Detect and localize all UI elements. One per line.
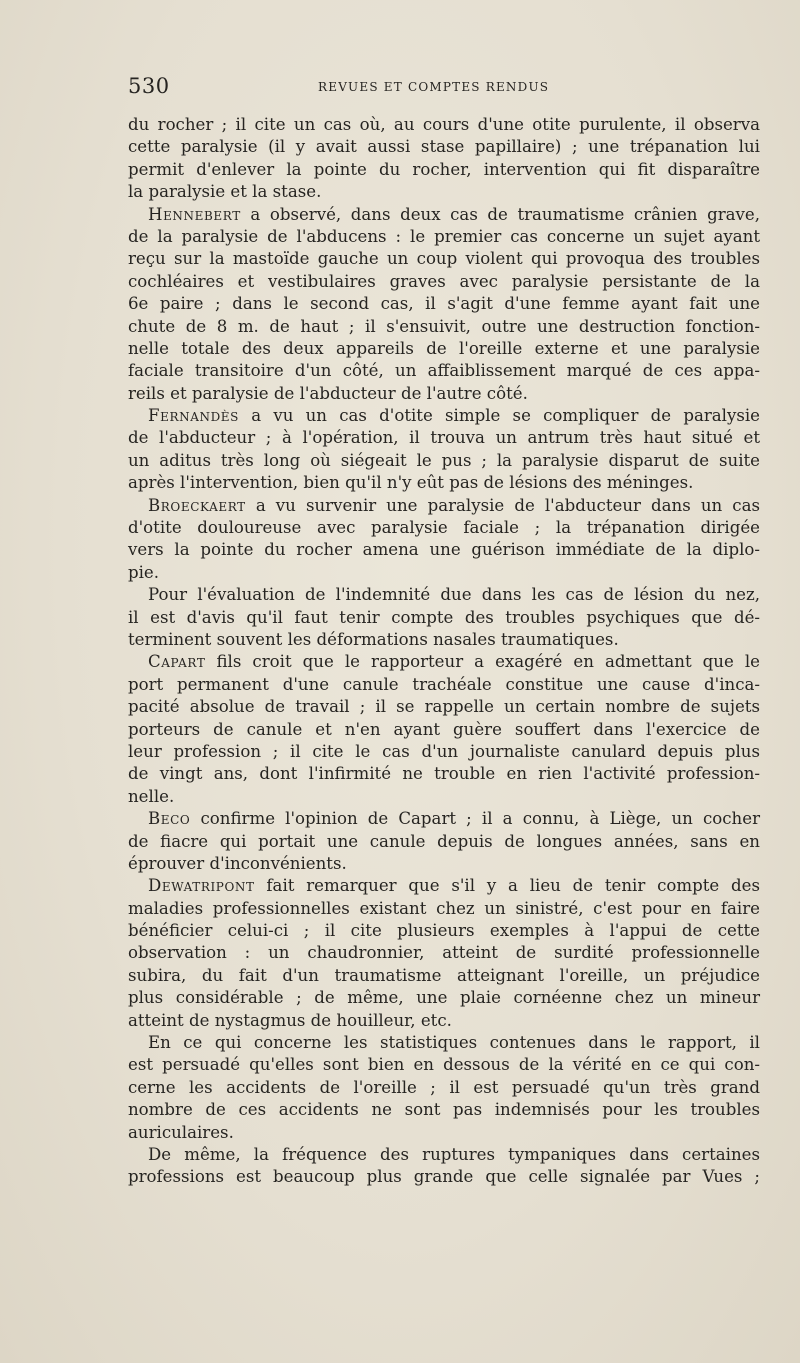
author-name: Dewatripont	[148, 876, 255, 896]
text-line	[128, 719, 760, 741]
text-line	[128, 316, 760, 338]
text-line	[128, 1077, 760, 1099]
line-text: pacité absolue de travail ; il se rappelle un certain nombre de sujets	[128, 697, 760, 717]
author-name: Hennebert	[148, 204, 241, 224]
line-text: chute de 8 m. de haut ; il s'ensuivit, outre une destruction fonction-	[128, 316, 760, 336]
line-text: est persuadé qu'elles sont bien en dessous de la vérité en ce qui con-	[128, 1055, 760, 1075]
line-text: terminent souvent les déformations nasales traumatiques.	[128, 629, 619, 649]
author-name: Capart	[148, 652, 206, 672]
line-text: éprouver d'inconvénients.	[128, 853, 347, 873]
text-line	[128, 517, 760, 539]
text-line	[128, 360, 760, 382]
line-text: bénéficier celui-ci ; il cite plusieurs exemples à l'appui de cette	[128, 921, 760, 941]
text-line	[128, 114, 760, 136]
line-text: de l'abducteur ; à l'opération, il trouva un antrum très haut situé et	[128, 428, 760, 448]
text-line	[128, 1144, 760, 1166]
line-text: reils et paralysie de l'abducteur de l'autre côté.	[128, 383, 528, 403]
line-text: fils croit que le rapporteur a exagéré en admettant que le	[205, 652, 760, 672]
text-line	[128, 293, 760, 315]
line-text: porteurs de canule et n'en ayant guère souffert dans l'exercice de	[128, 719, 760, 739]
author-name: Broeckaert	[148, 495, 246, 515]
line-text: leur profession ; il cite le cas d'un journaliste canulard depuis plus	[128, 741, 760, 761]
line-text: permit d'enlever la pointe du rocher, intervention qui fit disparaître	[128, 159, 760, 179]
text-line	[128, 204, 760, 226]
line-text: fait remarquer que s'il y a lieu de tenir compte des	[254, 876, 760, 896]
text-line	[128, 831, 760, 853]
text-line	[128, 338, 760, 360]
line-text: de fiacre qui portait une canule depuis de longues années, sans en	[128, 831, 760, 851]
line-text: faciale transitoire d'un côté, un affaiblissement marqué de ces appa-	[128, 361, 760, 381]
text-line	[128, 271, 760, 293]
text-line	[128, 1122, 760, 1144]
text-line	[128, 853, 760, 875]
line-text: cette paralysie (il y avait aussi stase papillaire) ; une trépanation lui	[128, 137, 760, 157]
page-header	[128, 74, 760, 102]
line-text: 6e paire ; dans le second cas, il s'agit d'une femme ayant fait une	[128, 294, 760, 314]
line-text: après l'intervention, bien qu'il n'y eût pas de lésions des méninges.	[128, 473, 694, 493]
author-name: Beco	[148, 809, 191, 829]
line-text: De même, la fréquence des ruptures tympaniques dans certaines	[148, 1144, 760, 1164]
text-line	[128, 696, 760, 718]
line-text: observation : un chaudronnier, atteint de surdité professionnelle	[128, 943, 760, 963]
text-line	[128, 427, 760, 449]
text-line	[128, 1099, 760, 1121]
text-line	[128, 607, 760, 629]
line-text: nelle totale des deux appareils de l'oreille externe et une paralysie	[128, 338, 760, 358]
text-line	[128, 248, 760, 270]
text-line	[128, 629, 760, 651]
text-line	[128, 1166, 760, 1188]
text-line	[128, 898, 760, 920]
text-line	[128, 808, 760, 830]
text-line	[128, 539, 760, 561]
line-text: de vingt ans, dont l'infirmité ne trouble en rien l'activité profession-	[128, 764, 760, 784]
line-text: il est d'avis qu'il faut tenir compte des troubles psychiques que dé-	[128, 607, 760, 627]
line-text: du rocher ; il cite un cas où, au cours d'une otite purulente, il observa	[128, 115, 760, 134]
line-text: atteint de nystagmus de houilleur, etc.	[128, 1010, 452, 1030]
text-line	[128, 181, 760, 203]
text-line	[128, 920, 760, 942]
line-text: plus considérable ; de même, une plaie cornéenne chez un mineur	[128, 988, 760, 1008]
line-text: vers la pointe du rocher amena une guérison immédiate de la diplo-	[128, 540, 760, 560]
text-line	[128, 136, 760, 158]
text-line	[128, 763, 760, 785]
line-text: professions est beaucoup plus grande que celle signalée par Vues ;	[128, 1167, 760, 1187]
text-line	[128, 495, 760, 517]
line-text: de la paralysie de l'abducens : le premier cas concerne un sujet ayant	[128, 226, 760, 246]
text-line	[128, 674, 760, 696]
line-text: un aditus très long où siégeait le pus ; la paralysie disparut de suite	[128, 450, 760, 470]
line-text: Pour l'évaluation de l'indemnité due dans les cas de lésion du nez,	[148, 585, 760, 605]
line-text: a vu survenir une paralysie de l'abducteur dans un cas	[245, 495, 760, 515]
line-text: cerne les accidents de l'oreille ; il est persuadé qu'un très grand	[128, 1077, 760, 1097]
text-line	[128, 450, 760, 472]
line-text: maladies professionnelles existant chez un sinistré, c'est pour en faire	[128, 898, 760, 918]
text-line	[128, 741, 760, 763]
line-text: pie.	[128, 562, 160, 582]
text-line	[128, 472, 760, 494]
line-text: En ce qui concerne les statistiques contenues dans le rapport, il	[148, 1033, 760, 1053]
text-line	[128, 875, 760, 897]
text-line	[128, 1054, 760, 1076]
line-text: nombre de ces accidents ne sont pas indemnisés pour les troubles	[128, 1100, 760, 1120]
running-title: REVUES ET COMPTES RENDUS	[318, 80, 550, 94]
text-line	[128, 562, 760, 584]
text-line	[128, 159, 760, 181]
text-line	[128, 1032, 760, 1054]
text-line	[128, 1010, 760, 1032]
text-line	[128, 965, 760, 987]
body-text	[128, 114, 760, 1189]
line-text: a observé, dans deux cas de traumatisme crânien grave,	[240, 204, 760, 224]
text-line	[128, 987, 760, 1009]
line-text: reçu sur la mastoïde gauche un coup violent qui provoqua des troubles	[128, 249, 760, 269]
line-text: confirme l'opinion de Capart ; il a connu, à Liège, un cocher	[190, 809, 760, 829]
line-text: a vu un cas d'otite simple se compliquer de paralysie	[238, 406, 760, 426]
text-line	[128, 942, 760, 964]
line-text: d'otite douloureuse avec paralysie faciale ; la trépanation dirigée	[128, 518, 760, 538]
line-text: auriculaires.	[128, 1122, 234, 1142]
line-text: port permanent d'une canule trachéale constitue une cause d'inca-	[128, 674, 760, 694]
text-line	[128, 226, 760, 248]
text-line	[128, 584, 760, 606]
author-name: Fernandès	[148, 406, 239, 426]
line-text: nelle.	[128, 786, 175, 806]
line-text: la paralysie et la stase.	[128, 182, 322, 202]
line-text: subira, du fait d'un traumatisme atteignant l'oreille, un préjudice	[128, 965, 760, 985]
line-text: cochléaires et vestibulaires graves avec paralysie persistante de la	[128, 271, 760, 291]
text-line	[128, 383, 760, 405]
text-line	[128, 786, 760, 808]
text-line	[128, 405, 760, 427]
page-number: 530	[128, 74, 170, 98]
text-line	[128, 651, 760, 673]
